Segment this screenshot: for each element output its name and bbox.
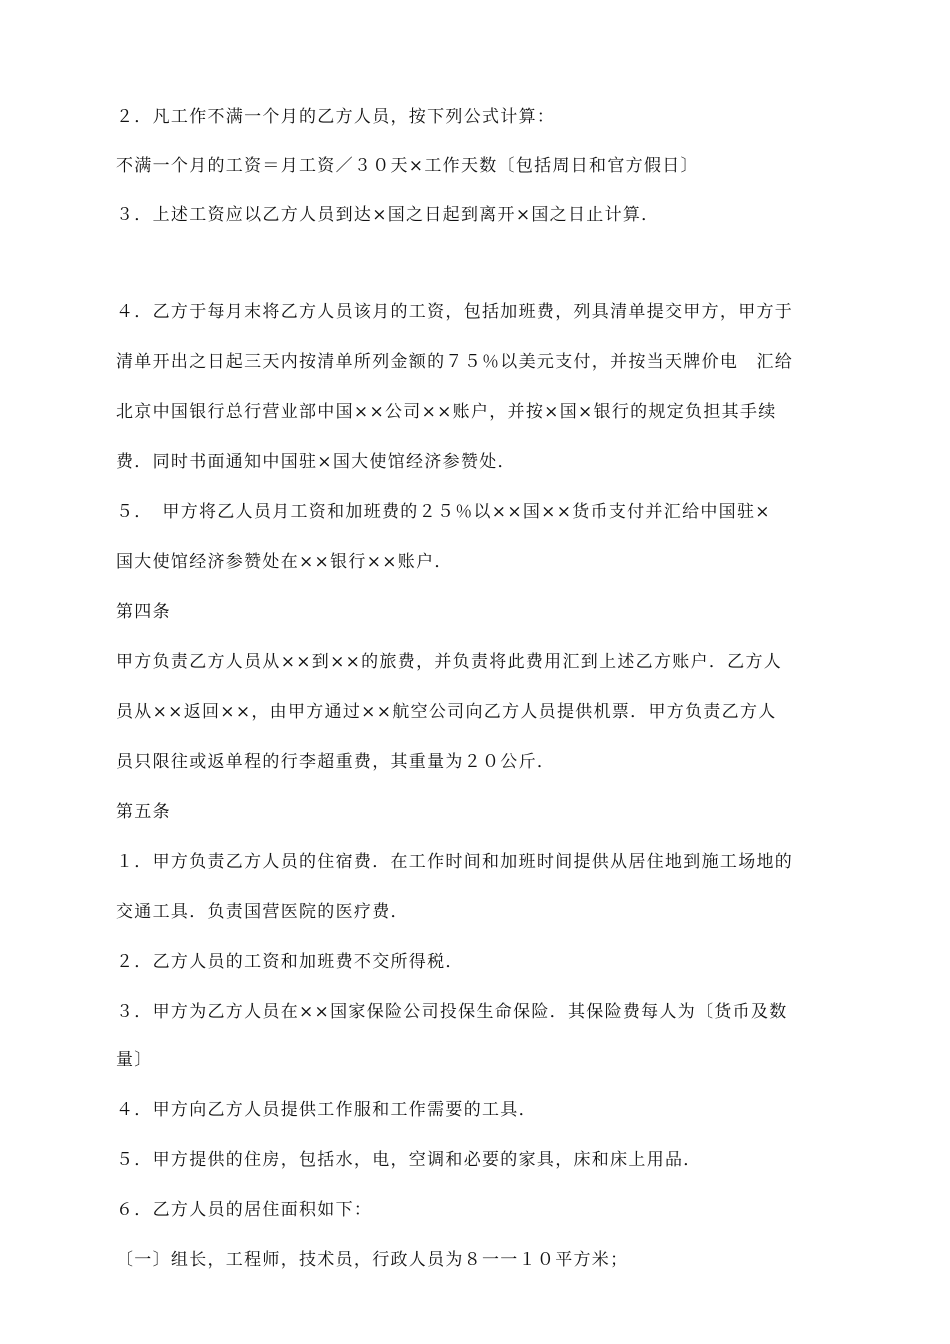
- clause-5-item-1-line-2: 交通工具．负责国营医院的医疗费．: [116, 902, 409, 922]
- clause-3-formula: 不满一个月的工资＝月工资／３０天×工作天数〔包括周日和官方假日〕: [116, 156, 699, 176]
- clause-5-item-2: ２．乙方人员的工资和加班费不交所得税．: [116, 952, 464, 972]
- clause-3-item-2: ２．凡工作不满一个月的乙方人员，按下列公式计算：: [116, 107, 556, 127]
- clause-5-item-3-line-2: 量〕: [116, 1050, 153, 1070]
- clause-3-item-4-line-1: ４．乙方于每月末将乙方人员该月的工资，包括加班费，列具清单提交甲方，甲方于: [116, 302, 794, 322]
- clause-3-item-5-line-2: 国大使馆经济参赞处在××银行××账户．: [116, 552, 453, 572]
- clause-5-heading: 第五条: [116, 802, 171, 822]
- clause-5-item-4: ４．甲方向乙方人员提供工作服和工作需要的工具．: [116, 1100, 537, 1120]
- clause-5-item-5: ５．甲方提供的住房，包括水，电，空调和必要的家具，床和床上用品．: [116, 1150, 702, 1170]
- clause-4-line-2: 员从××返回××，由甲方通过××航空公司向乙方人员提供机票．甲方负责乙方人: [116, 702, 777, 722]
- clause-3-item-4-line-4: 费．同时书面通知中国驻×国大使馆经济参赞处．: [116, 452, 516, 472]
- clause-5-item-6-sub-1: 〔一〕组长，工程师，技术员，行政人员为８一一１０平方米；: [116, 1250, 629, 1270]
- clause-3-item-3: ３．上述工资应以乙方人员到达×国之日起到离开×国之日止计算．: [116, 205, 660, 225]
- clause-5-item-3-line-1: ３．甲方为乙方人员在××国家保险公司投保生命保险．其保险费每人为〔货币及数: [116, 1002, 788, 1022]
- clause-5-item-1-line-1: １．甲方负责乙方人员的住宿费．在工作时间和加班时间提供从居住地到施工场地的: [116, 852, 794, 872]
- clause-5-item-6: ６．乙方人员的居住面积如下：: [116, 1200, 373, 1220]
- clause-4-line-1: 甲方负责乙方人员从××到××的旅费，并负责将此费用汇到上述乙方账户．乙方人: [116, 652, 783, 672]
- clause-3-item-4-line-2: 清单开出之日起三天内按清单所列金额的７５％以美元支付，并按当天牌价电 汇给: [116, 352, 794, 372]
- clause-4-line-3: 员只限往或返单程的行李超重费，其重量为２０公斤．: [116, 752, 556, 772]
- clause-4-heading: 第四条: [116, 602, 171, 622]
- clause-3-item-4-line-3: 北京中国银行总行营业部中国××公司××账户，并按×国×银行的规定负担其手续: [116, 402, 777, 422]
- clause-3-item-5-line-1: ５． 甲方将乙人员月工资和加班费的２５％以××国××货币支付并汇给中国驻×: [116, 502, 771, 522]
